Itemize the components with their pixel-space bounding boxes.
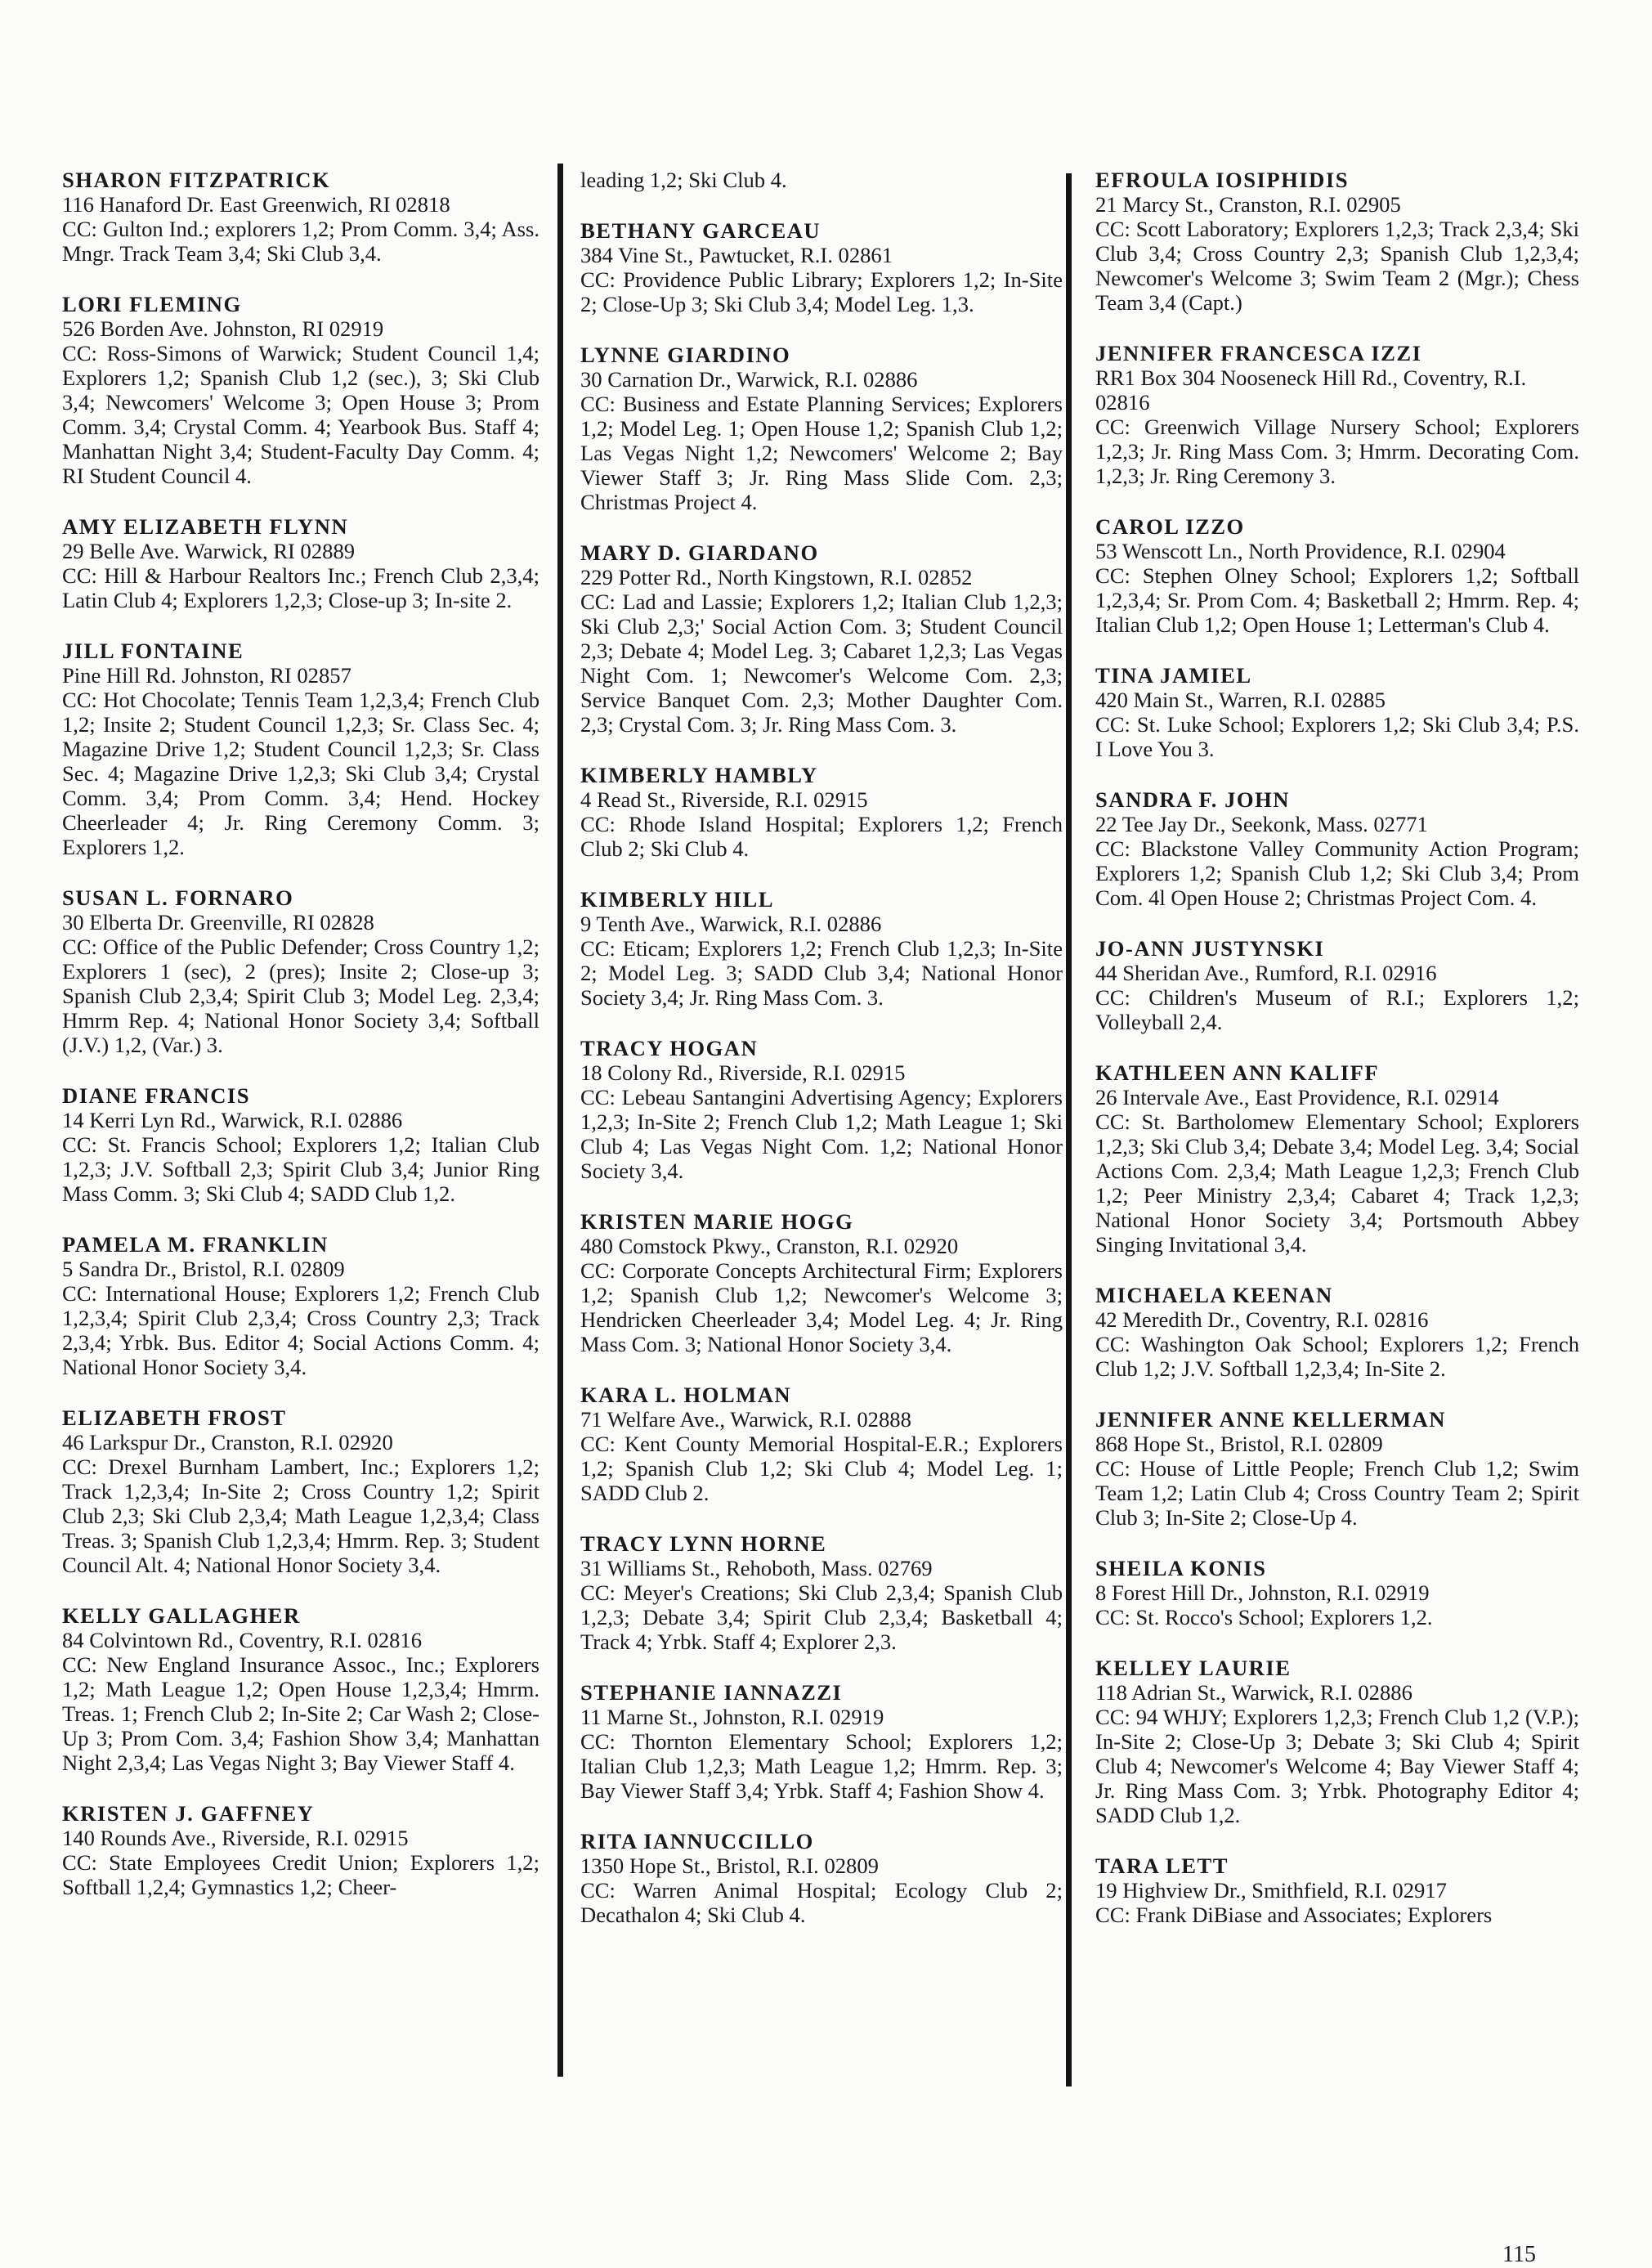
- student-name: SHEILA KONIS: [1095, 1556, 1267, 1580]
- student-address: 71 Welfare Ave., Warwick, R.I. 02888: [580, 1407, 911, 1432]
- student-activities: CC: International House; Explorers 1,2; French Club 1,2,3,4; Spirit Club 2,3,4; Cross Country 2,3; Track 2,3,4; Yrbk. Bus. Editor 4; Social Actions Comm. 4; National Honor Society 3,4.: [62, 1281, 539, 1379]
- student-address: 46 Larkspur Dr., Cranston, R.I. 02920: [62, 1430, 393, 1454]
- student-activities: CC: Frank DiBiase and Associates; Explorers: [1095, 1903, 1493, 1927]
- senior-entry: [62, 1801, 539, 1899]
- senior-entry: [1095, 341, 1579, 488]
- student-name: RITA IANNUCCILLO: [580, 1829, 814, 1853]
- student-activities: CC: Corporate Concepts Architectural Firm; Explorers 1,2; Spanish Club 1,2; Newcomer's Welcome 3; Hendricken Cheerleader 3,4; Model Leg. 4; Jr. Ring Mass Com. 3; National Honor Society 3,4.: [580, 1258, 1063, 1356]
- student-activities: CC: Greenwich Village Nursery School; Explorers 1,2,3; Jr. Ring Mass Com. 3; Hmrm. Decorating Com. 1,2,3; Jr. Ring Ceremony 3.: [1095, 415, 1579, 488]
- student-activities: CC: Lebeau Santangini Advertising Agency; Explorers 1,2,3; In-Site 2; French Club 1,2; Math League 1; Ski Club 4; Las Vegas Night Com. 1,2; National Honor Society 3,4.: [580, 1085, 1063, 1183]
- senior-entry: [580, 887, 1063, 1010]
- student-address: 42 Meredith Dr., Coventry, R.I. 02816: [1095, 1307, 1429, 1332]
- student-address: 18 Colony Rd., Riverside, R.I. 02915: [580, 1060, 906, 1085]
- student-name: MARY D. GIARDANO: [580, 540, 819, 565]
- senior-entry: [1095, 1556, 1579, 1629]
- student-address: 116 Hanaford Dr. East Greenwich, RI 02818: [62, 192, 450, 217]
- student-name: TRACY LYNN HORNE: [580, 1531, 827, 1556]
- student-activities: CC: Drexel Burnham Lambert, Inc.; Explorers 1,2; Track 1,2,3,4; In-Site 2; Cross Country 1,2; Spirit Club 2,3; Ski Club 2,3,4; Math League 1,2,3,4; Class Treas. 3; Spanish Club 1,2,3,4; Hmrm. Rep. 3; Student Council Alt. 4; National Honor Society 3,4.: [62, 1454, 539, 1577]
- student-activities: CC: State Employees Credit Union; Explorers 1,2; Softball 1,2,4; Gymnastics 1,2; Cheer-: [62, 1850, 539, 1899]
- column-2: [580, 168, 1063, 1953]
- student-name: PAMELA M. FRANKLIN: [62, 1232, 329, 1257]
- senior-entry: [580, 1036, 1063, 1183]
- column-3: [1095, 168, 1579, 1953]
- student-activities: CC: Blackstone Valley Community Action Program; Explorers 1,2; Spanish Club 1,2; Ski Club 3,4; Prom Com. 4l Open House 2; Christmas Project Com. 4.: [1095, 836, 1579, 910]
- student-activities: CC: Lad and Lassie; Explorers 1,2; Italian Club 1,2,3; Ski Club 2,3;' Social Action Com. 3; Student Council 2,3; Debate 4; Model Leg. 3; Cabaret 1,2,3; Las Vegas Night Com. 1; Newcomer's Welcome Com. 2,3; Service Banquet Com. 2,3; Mother Daughter Com. 2,3; Crystal Com. 3; Jr. Ring Mass Com. 3.: [580, 589, 1063, 737]
- student-activities: CC: Children's Museum of R.I.; Explorers 1,2; Volleyball 2,4.: [1095, 985, 1579, 1034]
- student-name: ELIZABETH FROST: [62, 1405, 287, 1430]
- student-address: 30 Carnation Dr., Warwick, R.I. 02886: [580, 367, 918, 392]
- student-name: KRISTEN MARIE HOGG: [580, 1209, 854, 1234]
- student-address: 1350 Hope St., Bristol, R.I. 02809: [580, 1853, 879, 1878]
- senior-entry: [1095, 787, 1579, 910]
- column-1: [62, 168, 539, 1925]
- senior-entry: [62, 292, 539, 488]
- student-name: TRACY HOGAN: [580, 1036, 759, 1060]
- student-address: 29 Belle Ave. Warwick, RI 02889: [62, 539, 356, 563]
- student-activities: CC: 94 WHJY; Explorers 1,2,3; French Club 1,2 (V.P.); In-Site 2; Close-Up 3; Debate 3; Ski Club 4; Spirit Club 4; Newcomer's Welcome 4; Bay Viewer Staff 4; Jr. Ring Mass Com. 3; Yrbk. Photography Editor 4; SADD Club 1,2.: [1095, 1705, 1579, 1827]
- senior-entry: [62, 1083, 539, 1206]
- student-name: BETHANY GARCEAU: [580, 218, 822, 243]
- student-activities: CC: Ross-Simons of Warwick; Student Council 1,4; Explorers 1,2; Spanish Club 1,2 (sec.), 3; Ski Club 3,4; Newcomers' Welcome 3; Open House 3; Prom Comm. 3,4; Crystal Comm. 4; Yearbook Bus. Staff 4; Manhattan Night 3,4; Student-Faculty Day Comm. 4; RI Student Council 4.: [62, 341, 539, 488]
- senior-entry: [62, 168, 539, 266]
- student-name: JENNIFER ANNE KELLERMAN: [1095, 1407, 1447, 1432]
- student-activities: CC: Warren Animal Hospital; Ecology Club 2; Decathalon 4; Ski Club 4.: [580, 1878, 1063, 1927]
- student-name: SHARON FITZPATRICK: [62, 168, 331, 192]
- student-name: KIMBERLY HILL: [580, 887, 774, 912]
- student-name: JENNIFER FRANCESCA IZZI: [1095, 341, 1422, 365]
- student-name: JO-ANN JUSTYNSKI: [1095, 936, 1325, 961]
- senior-entry: [1095, 514, 1579, 637]
- student-address: 22 Tee Jay Dr., Seekonk, Mass. 02771: [1095, 812, 1428, 836]
- student-address: 53 Wenscott Ln., North Providence, R.I. 02904: [1095, 539, 1506, 563]
- student-name: LYNNE GIARDINO: [580, 343, 791, 367]
- student-address: 8 Forest Hill Dr., Johnston, R.I. 02919: [1095, 1580, 1430, 1605]
- senior-entry: [580, 1531, 1063, 1654]
- student-name: TARA LETT: [1095, 1853, 1229, 1878]
- student-activities: CC: Hill & Harbour Realtors Inc.; French Club 2,3,4; Latin Club 4; Explorers 1,2,3; Close-up 3; In-site 2.: [62, 563, 539, 612]
- student-activities: CC: Office of the Public Defender; Cross Country 1,2; Explorers 1 (sec), 2 (pres); Insite 2; Close-up 3; Spanish Club 2,3,4; Spirit Club 3; Model Leg. 2,3,4; Hmrm Rep. 4; National Honor Society 3,4; Softball (J.V.) 1,2, (Var.) 3.: [62, 935, 539, 1057]
- senior-entry: [580, 1829, 1063, 1927]
- senior-entry: [62, 1232, 539, 1379]
- student-activities: CC: St. Luke School; Explorers 1,2; Ski Club 3,4; P.S. I Love You 3.: [1095, 712, 1579, 761]
- student-name: SUSAN L. FORNARO: [62, 885, 294, 910]
- student-activities: CC: Scott Laboratory; Explorers 1,2,3; Track 2,3,4; Ski Club 3,4; Cross Country 2,3; Spanish Club 1,2,3,4; Newcomer's Welcome 3; Swim Team 2 (Mgr.); Chess Team 3,4 (Capt.): [1095, 217, 1579, 315]
- student-activities: CC: Rhode Island Hospital; Explorers 1,2; French Club 2; Ski Club 4.: [580, 812, 1063, 861]
- student-address: 9 Tenth Ave., Warwick, R.I. 02886: [580, 912, 882, 936]
- student-activities: CC: St. Bartholomew Elementary School; Explorers 1,2,3; Ski Club 3,4; Debate 3,4; Model Leg. 3,4; Social Actions Com. 2,3,4; Math League 1,2,3; French Club 1,2; Peer Ministry 2,3,4; Cabaret 4; Track 1,2,3; National Honor Society 3,4; Portsmouth Abbey Singing Invitational 3,4.: [1095, 1109, 1579, 1257]
- student-activities: CC: Washington Oak School; Explorers 1,2; French Club 1,2; J.V. Softball 1,2,3,4; In-Site 2.: [1095, 1332, 1579, 1381]
- student-activities: CC: Hot Chocolate; Tennis Team 1,2,3,4; French Club 1,2; Insite 2; Student Council 1,2,3; Sr. Class Sec. 4; Magazine Drive 1,2; Student Council 1,2,3; Sr. Class Sec. 4; Magazine Drive 1,2,3; Ski Club 3,4; Crystal Comm. 3,4; Prom Comm. 3,4; Hend. Hockey Cheerleader 4; Jr. Ring Ceremony Comm. 3; Explorers 1,2.: [62, 688, 539, 859]
- senior-entry: [62, 639, 539, 859]
- student-address: 5 Sandra Dr., Bristol, R.I. 02809: [62, 1257, 345, 1281]
- student-address: 44 Sheridan Ave., Rumford, R.I. 02916: [1095, 961, 1437, 985]
- senior-entry: [580, 1383, 1063, 1505]
- senior-entry: [1095, 1656, 1579, 1827]
- student-name: KARA L. HOLMAN: [580, 1383, 792, 1407]
- student-activities: CC: St. Rocco's School; Explorers 1,2.: [1095, 1605, 1433, 1629]
- senior-entry: [1095, 168, 1579, 315]
- student-name: EFROULA IOSIPHIDIS: [1095, 168, 1349, 192]
- student-address: 229 Potter Rd., North Kingstown, R.I. 02852: [580, 565, 973, 589]
- student-address: 19 Highview Dr., Smithfield, R.I. 02917: [1095, 1878, 1447, 1903]
- student-address: 84 Colvintown Rd., Coventry, R.I. 02816: [62, 1628, 423, 1652]
- student-activities: CC: St. Francis School; Explorers 1,2; Italian Club 1,2,3; J.V. Softball 2,3; Spirit Club 3,4; Junior Ring Mass Comm. 3; Ski Club 4; SADD Club 1,2.: [62, 1132, 539, 1206]
- student-activities: CC: Providence Public Library; Explorers 1,2; In-Site 2; Close-Up 3; Ski Club 3,4; Model Leg. 1,3.: [580, 267, 1063, 316]
- senior-entry: [1095, 1407, 1579, 1530]
- student-activities: CC: New England Insurance Assoc., Inc.; Explorers 1,2; Math League 1,2; Open House 1,2,3,4; Hmrm. Treas. 1; French Club 2; In-Site 2; Car Wash 2; Close-Up 3; Prom Com. 3,4; Fashion Show 3,4; Manhattan Night 2,3,4; Las Vegas Night 3; Bay Viewer Staff 4.: [62, 1652, 539, 1775]
- senior-entry: [1095, 1283, 1579, 1381]
- student-name: MICHAELA KEENAN: [1095, 1283, 1333, 1307]
- student-activities: leading 1,2; Ski Club 4.: [580, 168, 787, 192]
- senior-entry: [580, 218, 1063, 316]
- senior-entry: [580, 763, 1063, 861]
- student-activities: CC: Kent County Memorial Hospital-E.R.; Explorers 1,2; Spanish Club 1,2; Ski Club 4; Model Leg. 1; SADD Club 2.: [580, 1432, 1063, 1505]
- student-activities: CC: House of Little People; French Club 1,2; Swim Team 1,2; Latin Club 4; Cross Country Team 2; Spirit Club 3; In-Site 2; Close-Up 4.: [1095, 1456, 1579, 1530]
- student-address: 26 Intervale Ave., East Providence, R.I. 02914: [1095, 1085, 1499, 1109]
- student-name: KELLY GALLAGHER: [62, 1603, 301, 1628]
- senior-entry: [1095, 1853, 1579, 1927]
- student-name: KRISTEN J. GAFFNEY: [62, 1801, 315, 1826]
- senior-entry: [1095, 663, 1579, 761]
- student-name: KELLEY LAURIE: [1095, 1656, 1292, 1680]
- student-address: 480 Comstock Pkwy., Cranston, R.I. 02920: [580, 1234, 959, 1258]
- student-address: 14 Kerri Lyn Rd., Warwick, R.I. 02886: [62, 1108, 403, 1132]
- student-address: Pine Hill Rd. Johnston, RI 02857: [62, 663, 351, 688]
- student-name: SANDRA F. JOHN: [1095, 787, 1290, 812]
- student-activities: CC: Stephen Olney School; Explorers 1,2; Softball 1,2,3,4; Sr. Prom Com. 4; Basketball 2; Hmrm. Rep. 4; Italian Club 1,2; Open House 1; Letterman's Club 4.: [1095, 563, 1579, 637]
- student-name: STEPHANIE IANNAZZI: [580, 1680, 843, 1705]
- student-address: 21 Marcy St., Cranston, R.I. 02905: [1095, 192, 1401, 217]
- senior-entry: [62, 1603, 539, 1775]
- senior-entry: [580, 168, 1063, 192]
- student-address: RR1 Box 304 Nooseneck Hill Rd., Coventry, R.I. 02816: [1095, 365, 1527, 415]
- student-address: 140 Rounds Ave., Riverside, R.I. 02915: [62, 1826, 409, 1850]
- senior-entry: [1095, 1060, 1579, 1257]
- student-address: 30 Elberta Dr. Greenville, RI 02828: [62, 910, 374, 935]
- senior-entry: [580, 1209, 1063, 1356]
- student-name: LORI FLEMING: [62, 292, 242, 316]
- student-activities: CC: Business and Estate Planning Services; Explorers 1,2; Model Leg. 1; Open House 1,2; Spanish Club 1,2; Las Vegas Night 1,2; Newcomers' Welcome 2; Bay Viewer Staff 3; Jr. Ring Mass Slide Com. 2,3; Christmas Project 4.: [580, 392, 1063, 514]
- student-activities: CC: Eticam; Explorers 1,2; French Club 1,2,3; In-Site 2; Model Leg. 3; SADD Club 3,4; National Honor Society 3,4; Jr. Ring Mass Com. 3.: [580, 936, 1063, 1010]
- column-divider: [1066, 173, 1072, 2086]
- student-address: 526 Borden Ave. Johnston, RI 02919: [62, 316, 384, 341]
- senior-entry: [580, 343, 1063, 514]
- senior-entry: [580, 540, 1063, 737]
- student-address: 4 Read St., Riverside, R.I. 02915: [580, 787, 868, 812]
- student-name: KATHLEEN ANN KALIFF: [1095, 1060, 1380, 1085]
- student-name: KIMBERLY HAMBLY: [580, 763, 818, 787]
- student-address: 420 Main St., Warren, R.I. 02885: [1095, 688, 1386, 712]
- student-address: 11 Marne St., Johnston, R.I. 02919: [580, 1705, 884, 1729]
- page-number: 115: [1502, 2242, 1536, 2267]
- student-activities: CC: Gulton Ind.; explorers 1,2; Prom Comm. 3,4; Ass. Mngr. Track Team 3,4; Ski Club 3,4.: [62, 217, 539, 266]
- student-name: TINA JAMIEL: [1095, 663, 1252, 688]
- column-divider: [557, 164, 563, 2077]
- senior-entry: [62, 514, 539, 612]
- student-name: DIANE FRANCIS: [62, 1083, 251, 1108]
- student-name: JILL FONTAINE: [62, 639, 244, 663]
- student-activities: CC: Thornton Elementary School; Explorers 1,2; Italian Club 1,2,3; Math League 1,2; Hmrm. Rep. 3; Bay Viewer Staff 3,4; Yrbk. Staff 4; Fashion Show 4.: [580, 1729, 1063, 1803]
- senior-entry: [62, 1405, 539, 1577]
- student-address: 868 Hope St., Bristol, R.I. 02809: [1095, 1432, 1383, 1456]
- student-name: AMY ELIZABETH FLYNN: [62, 514, 349, 539]
- senior-entry: [580, 1680, 1063, 1803]
- student-address: 118 Adrian St., Warwick, R.I. 02886: [1095, 1680, 1412, 1705]
- student-activities: CC: Meyer's Creations; Ski Club 2,3,4; Spanish Club 1,2,3; Debate 3,4; Spirit Club 2,3,4; Basketball 4; Track 4; Yrbk. Staff 4; Explorer 2,3.: [580, 1580, 1063, 1654]
- senior-entry: [1095, 936, 1579, 1034]
- student-address: 31 Williams St., Rehoboth, Mass. 02769: [580, 1556, 933, 1580]
- student-address: 384 Vine St., Pawtucket, R.I. 02861: [580, 243, 893, 267]
- student-name: CAROL IZZO: [1095, 514, 1245, 539]
- senior-entry: [62, 885, 539, 1057]
